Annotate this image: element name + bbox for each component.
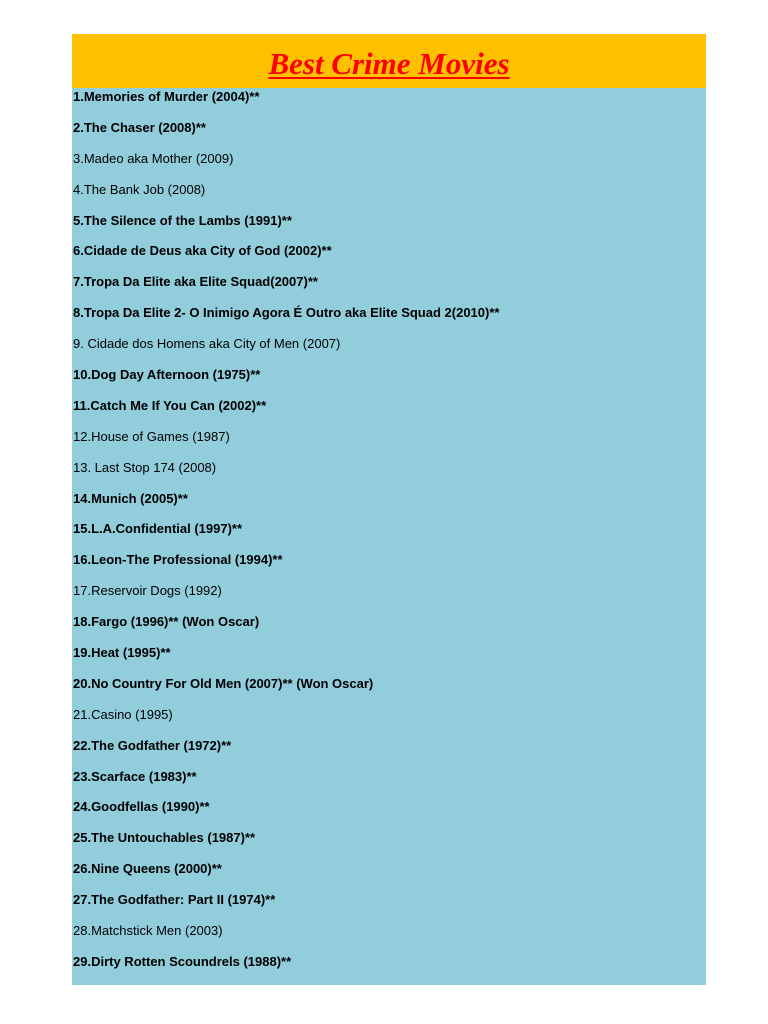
movie-item: 23.Scarface (1983)** <box>73 768 197 784</box>
movie-item: 28.Matchstick Men (2003) <box>73 923 223 939</box>
movie-list <box>72 88 706 985</box>
title-bar <box>72 34 706 88</box>
movie-item: 11.Catch Me If You Can (2002)** <box>73 397 267 413</box>
movie-item: 5.The Silence of the Lambs (1991)** <box>73 212 292 228</box>
movie-item: 26.Nine Queens (2000)** <box>73 861 222 877</box>
page-title: Best Crime Movies <box>268 45 510 81</box>
movie-item: 16.Leon-The Professional (1994)** <box>73 552 283 568</box>
movie-item: 20.No Country For Old Men (2007)** (Won Oscar) <box>73 675 374 691</box>
movie-item: 19.Heat (1995)** <box>73 645 171 661</box>
movie-item: 13. Last Stop 174 (2008) <box>73 459 217 475</box>
movie-item: 15.L.A.Confidential (1997)** <box>73 521 243 537</box>
movie-item: 17.Reservoir Dogs (1992) <box>73 583 222 599</box>
movie-item: 12.House of Games (1987) <box>73 428 230 444</box>
movie-item: 14.Munich (2005)** <box>73 490 188 506</box>
movie-item: 18.Fargo (1996)** (Won Oscar) <box>73 614 260 630</box>
movie-item: 1.Memories of Murder (2004)** <box>73 89 260 104</box>
movie-item: 21.Casino (1995) <box>73 706 173 722</box>
movie-item: 24.Goodfellas (1990)** <box>73 799 210 815</box>
movie-item: 27.The Godfather: Part II (1974)** <box>73 892 276 908</box>
movie-item: 2.The Chaser (2008)** <box>73 119 206 135</box>
movie-item: 4.The Bank Job (2008) <box>73 181 206 197</box>
movie-item: 9. Cidade dos Homens aka City of Men (2007) <box>73 336 341 352</box>
movie-item: 10.Dog Day Afternoon (1975)** <box>73 367 261 383</box>
movie-list-sheet <box>72 34 706 985</box>
movie-item: 22.The Godfather (1972)** <box>73 737 232 753</box>
movie-item: 3.Madeo aka Mother (2009) <box>73 150 234 166</box>
movie-item: 6.Cidade de Deus aka City of God (2002)** <box>73 243 332 259</box>
movie-item: 7.Tropa Da Elite aka Elite Squad(2007)** <box>73 274 318 290</box>
movie-item: 8.Tropa Da Elite 2- O Inimigo Agora É Outro aka Elite Squad 2(2010)** <box>73 305 500 321</box>
movie-item: 29.Dirty Rotten Scoundrels (1988)** <box>73 953 292 969</box>
movie-item: 25.The Untouchables (1987)** <box>73 830 256 846</box>
